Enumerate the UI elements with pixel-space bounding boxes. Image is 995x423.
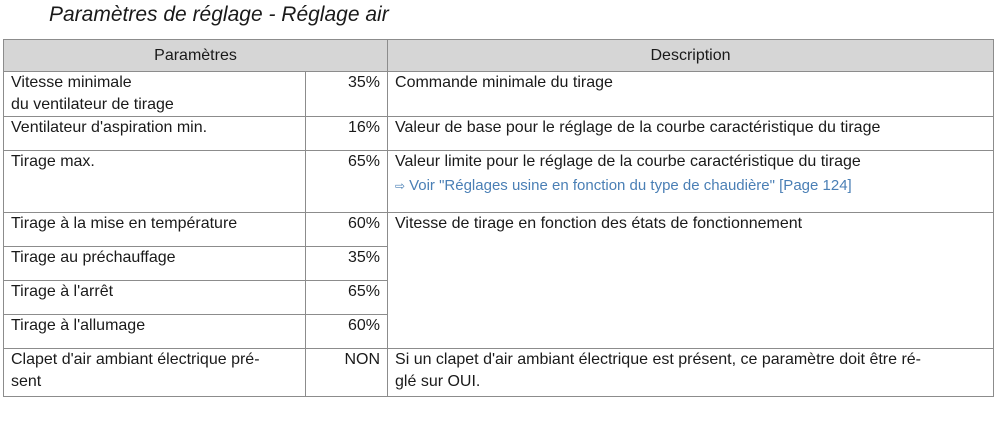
header-parameters: Paramètres — [4, 40, 388, 72]
param-name: Tirage max. — [4, 151, 306, 213]
table-row — [4, 151, 994, 213]
parameters-table — [3, 39, 994, 397]
param-name-line: Clapet d'air ambiant électrique pré- — [11, 351, 260, 368]
description-text: Valeur limite pour le réglage de la courbe caractéristique du tirage — [395, 153, 861, 170]
param-name: Tirage au préchauffage — [4, 247, 306, 281]
param-description — [388, 349, 994, 397]
table-row — [4, 72, 994, 117]
param-value: 65% — [306, 151, 388, 213]
param-value: 60% — [306, 315, 388, 349]
param-name — [4, 349, 306, 397]
param-name-line: Vitesse minimale — [11, 74, 132, 91]
param-value: NON — [306, 349, 388, 397]
description-line: Si un clapet d'air ambiant électrique est présent, ce paramètre doit être ré- — [395, 351, 922, 368]
param-description: Vitesse de tirage en fonction des états de fonctionnement — [388, 213, 994, 349]
description-line: glé sur OUI. — [395, 373, 481, 390]
param-name-line: du ventilateur de tirage — [11, 96, 174, 113]
page-reference-link[interactable] — [395, 175, 986, 197]
param-name: Tirage à l'allumage — [4, 315, 306, 349]
table-header-row — [4, 40, 994, 72]
param-name: Ventilateur d'aspiration min. — [4, 117, 306, 151]
table-row — [4, 349, 994, 397]
arrow-right-icon: ⇨ — [395, 179, 406, 193]
param-description: Commande minimale du tirage — [388, 72, 994, 117]
section-title: Paramètres de réglage - Réglage air — [49, 3, 389, 26]
param-name-line: sent — [11, 373, 42, 390]
param-value: 65% — [306, 281, 388, 315]
param-name: Tirage à l'arrêt — [4, 281, 306, 315]
header-description: Description — [388, 40, 994, 72]
param-value: 16% — [306, 117, 388, 151]
table-row — [4, 213, 994, 247]
param-value: 35% — [306, 72, 388, 117]
param-value: 35% — [306, 247, 388, 281]
param-name — [4, 72, 306, 117]
param-name: Tirage à la mise en température — [4, 213, 306, 247]
page-reference-link-text[interactable]: Voir "Réglages usine en fonction du type de chaudière" [Page 124] — [409, 177, 852, 194]
param-value: 60% — [306, 213, 388, 247]
param-description: Valeur de base pour le réglage de la courbe caractéristique du tirage — [388, 117, 994, 151]
table-row — [4, 117, 994, 151]
param-description — [388, 151, 994, 213]
